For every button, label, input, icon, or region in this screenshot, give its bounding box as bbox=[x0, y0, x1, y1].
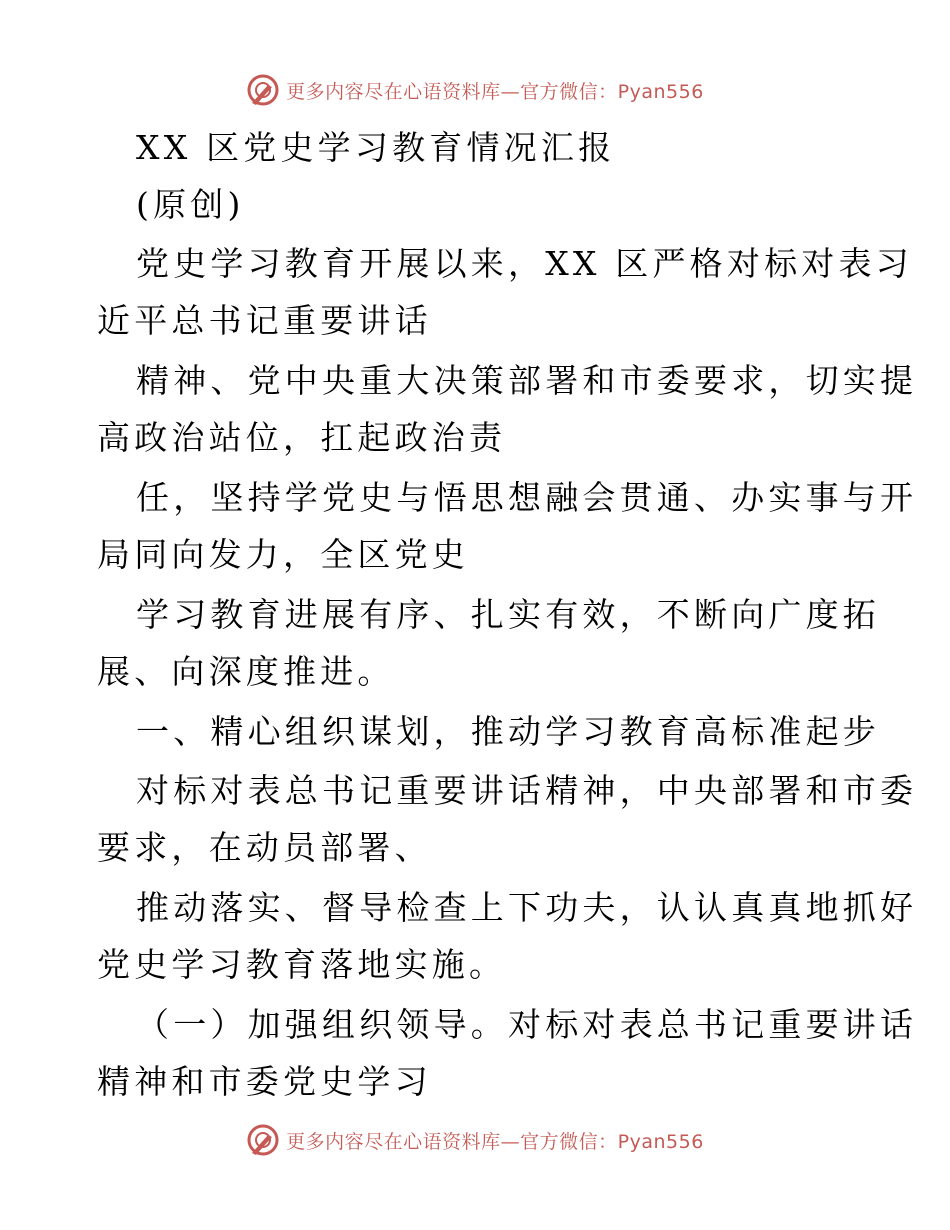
subsection-heading: （一）加强组织领导。对标对表总书记重要讲话 bbox=[136, 1005, 918, 1044]
paragraph-line: 精神和市委党史学习 bbox=[97, 1062, 432, 1101]
paragraph-line: 党史学习教育落地实施。 bbox=[97, 945, 507, 984]
document-subtitle: (原创) bbox=[136, 185, 245, 224]
paragraph-line: 要求，在动员部署、 bbox=[97, 828, 432, 867]
paragraph-line: 高政治站位，扛起政治责 bbox=[97, 418, 507, 457]
footer-watermark bbox=[0, 1120, 950, 1160]
paragraph-line: 局同向发力，全区党史 bbox=[97, 535, 469, 574]
red-pen-circle-logo-icon bbox=[246, 73, 280, 107]
paragraph-line: 精神、党中央重大决策部署和市委要求，切实提 bbox=[136, 361, 918, 400]
watermark-text: 更多内容尽在心语资料库—官方微信：Pyan556 bbox=[286, 1130, 704, 1153]
header-watermark bbox=[0, 70, 950, 110]
paragraph-line: 学习教育进展有序、扎实有效，不断向广度拓 bbox=[136, 595, 880, 634]
paragraph-line: 展、向深度推进。 bbox=[97, 652, 395, 691]
paragraph-line: 党史学习教育开展以来，XX 区严格对标对表习 bbox=[136, 244, 913, 283]
paragraph-line: 近平总书记重要讲话 bbox=[97, 301, 432, 340]
paragraph-line: 任，坚持学党史与悟思想融会贯通、办实事与开 bbox=[136, 478, 918, 517]
section-heading: 一、精心组织谋划，推动学习教育高标准起步 bbox=[136, 712, 880, 751]
paragraph-line: 对标对表总书记重要讲话精神，中央部署和市委 bbox=[136, 771, 918, 810]
red-pen-circle-logo-icon bbox=[246, 1123, 280, 1157]
watermark-text: 更多内容尽在心语资料库—官方微信：Pyan556 bbox=[286, 80, 704, 103]
paragraph-line: 推动落实、督导检查上下功夫，认认真真地抓好 bbox=[136, 888, 918, 927]
document-title: XX 区党史学习教育情况汇报 bbox=[136, 128, 616, 167]
